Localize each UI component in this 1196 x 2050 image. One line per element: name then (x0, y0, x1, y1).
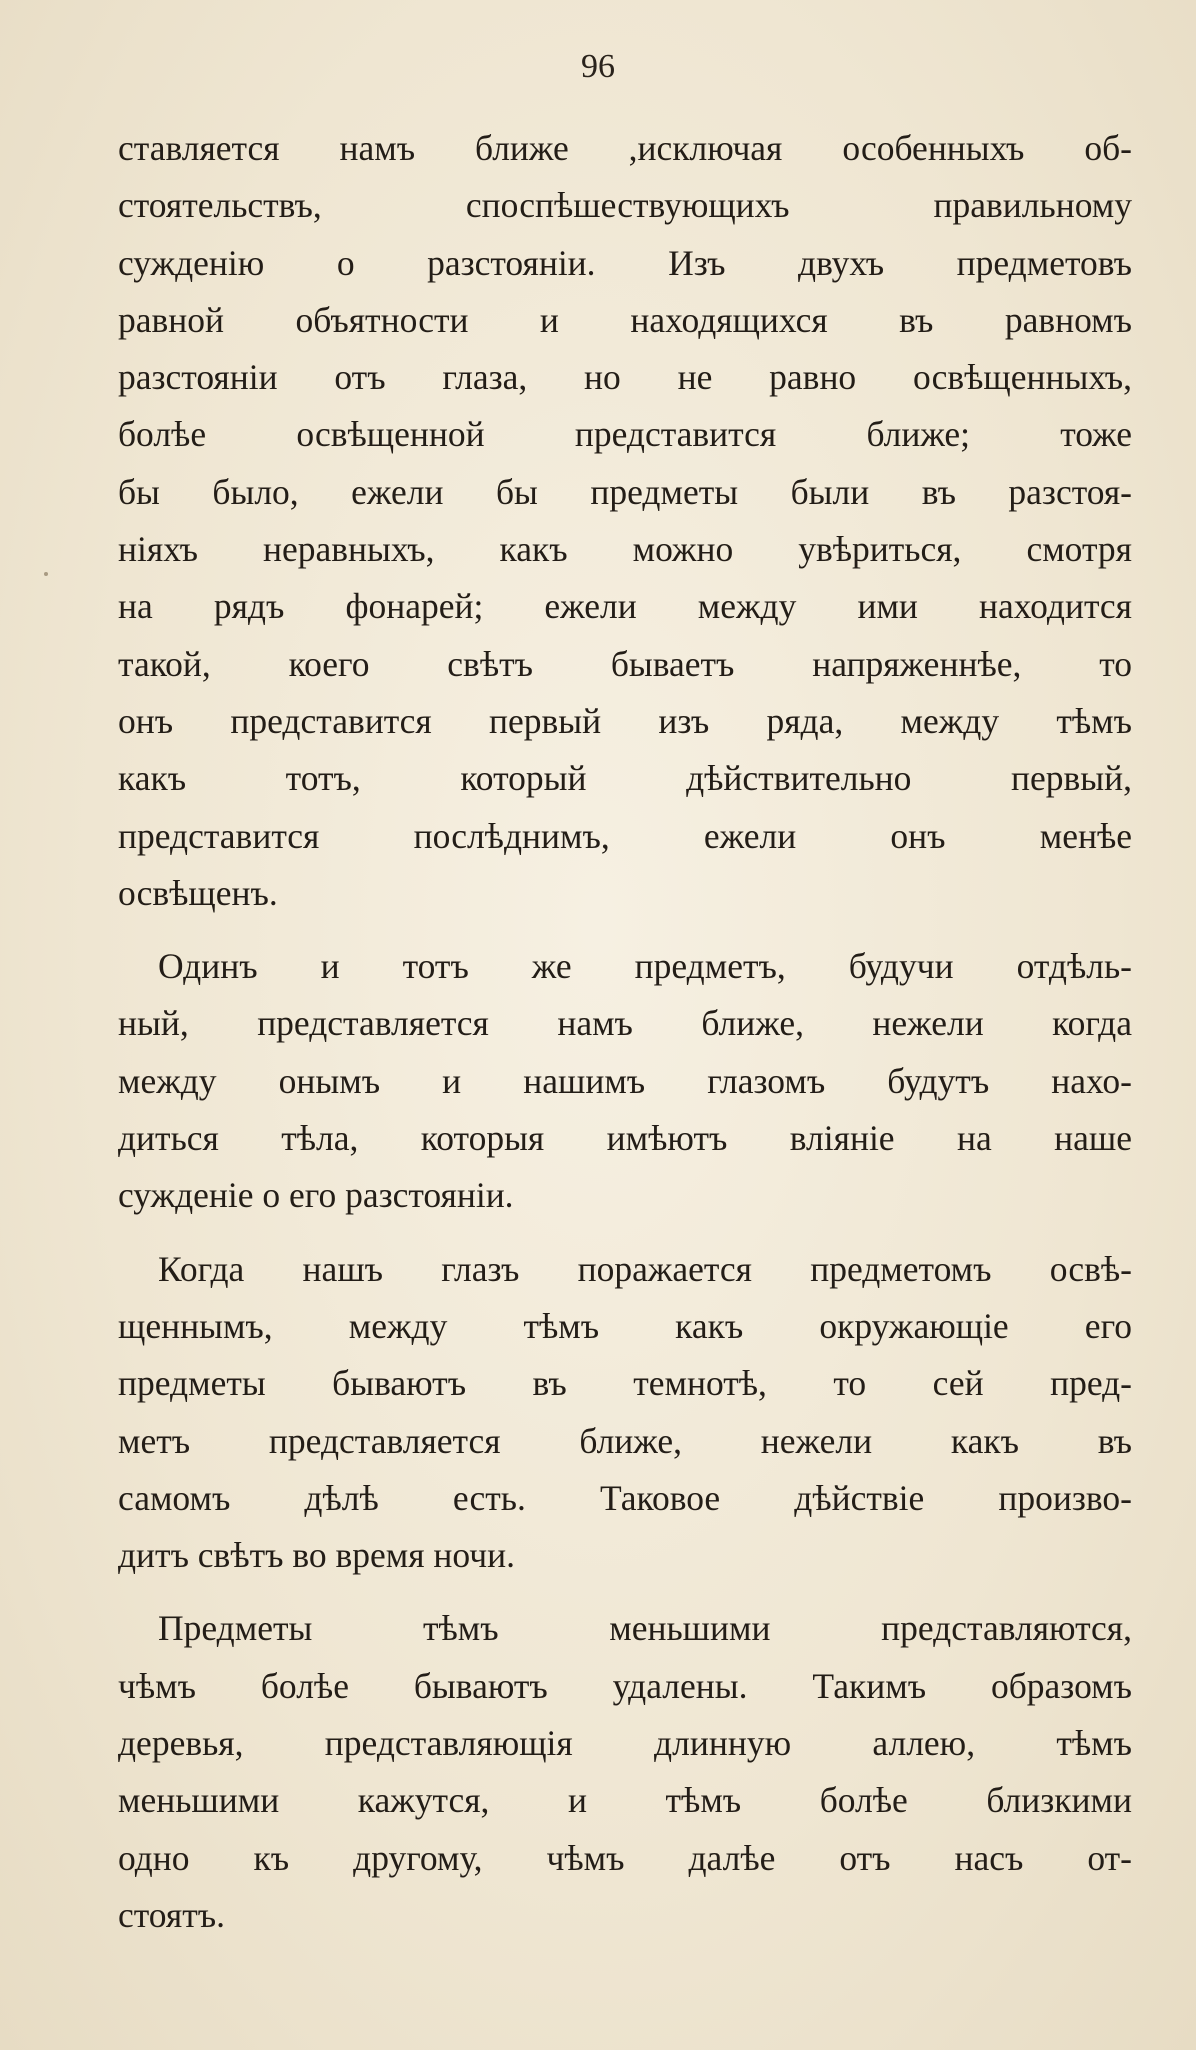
text-line: между онымъ и нашимъ глазомъ будутъ нахо- (118, 1060, 1132, 1101)
paper-speck (44, 572, 48, 576)
text-line: Одинъ и тотъ же предметъ, будучи отдѣль- (158, 946, 1132, 987)
text-line: какъ тотъ, который дѣйствительно первый, (118, 758, 1132, 799)
text-line: метъ представляется ближе, нежели какъ въ (118, 1420, 1132, 1461)
page-number: 96 (581, 48, 615, 85)
text-line: сужденіе о его разстояніи. (118, 1175, 514, 1216)
body-text (118, 120, 1132, 1944)
text-line: самомъ дѣлѣ есть. Таковое дѣйствіе произво- (118, 1477, 1132, 1518)
text-line: Когда нашъ глазъ поражается предметомъ освѣ- (158, 1248, 1132, 1289)
text-line: ный, представляется намъ ближе, нежели когда (118, 1003, 1132, 1044)
text-line: щеннымъ, между тѣмъ какъ окружающіе его (118, 1305, 1132, 1346)
text-line: стоятъ. (118, 1894, 225, 1935)
text-line: онъ представится первый изъ ряда, между тѣмъ (118, 700, 1132, 741)
text-line: деревья, представляющія длинную аллею, тѣмъ (118, 1723, 1132, 1764)
text-line: сужденію о разстояніи. Изъ двухъ предметовъ (118, 242, 1132, 283)
text-line: освѣщенъ. (118, 872, 278, 913)
text-line: чѣмъ болѣе бываютъ удалены. Такимъ образомъ (118, 1665, 1132, 1706)
text-line: ніяхъ неравныхъ, какъ можно увѣриться, смотря (118, 529, 1132, 570)
paragraph (118, 1241, 1132, 1585)
text-line: на рядъ фонарей; ежели между ими находится (118, 586, 1132, 627)
paragraph (118, 120, 1132, 922)
text-line: представится послѣднимъ, ежели онъ менѣе (118, 815, 1132, 856)
text-line: меньшими кажутся, и тѣмъ болѣе близкими (118, 1780, 1132, 1821)
text-line: диться тѣла, которыя имѣютъ вліяніе на наше (118, 1118, 1132, 1159)
text-line: Предметы тѣмъ меньшими представляются, (158, 1608, 1132, 1649)
text-line: предметы бываютъ въ темнотѣ, то сей пред- (118, 1363, 1132, 1404)
text-line: равной объятности и находящихся въ равномъ (118, 299, 1132, 340)
text-line: бы было, ежели бы предметы были въ разстоя- (118, 471, 1132, 512)
paragraph (118, 938, 1132, 1224)
text-line: дитъ свѣтъ во время ночи. (118, 1535, 515, 1576)
text-line: такой, коего свѣтъ бываетъ напряженнѣе, то (118, 643, 1132, 684)
text-line: ставляется намъ ближе ,исключая особенныхъ об- (118, 128, 1132, 168)
text-line: разстояніи отъ глаза, но не равно освѣщенныхъ, (118, 357, 1132, 398)
text-line: болѣе освѣщенной представится ближе; тоже (118, 414, 1132, 455)
paragraph (118, 1600, 1132, 1944)
text-line: одно къ другому, чѣмъ далѣе отъ насъ от- (118, 1837, 1132, 1878)
text-line: стоятельствъ, споспѣшествующихъ правильному (118, 185, 1132, 226)
